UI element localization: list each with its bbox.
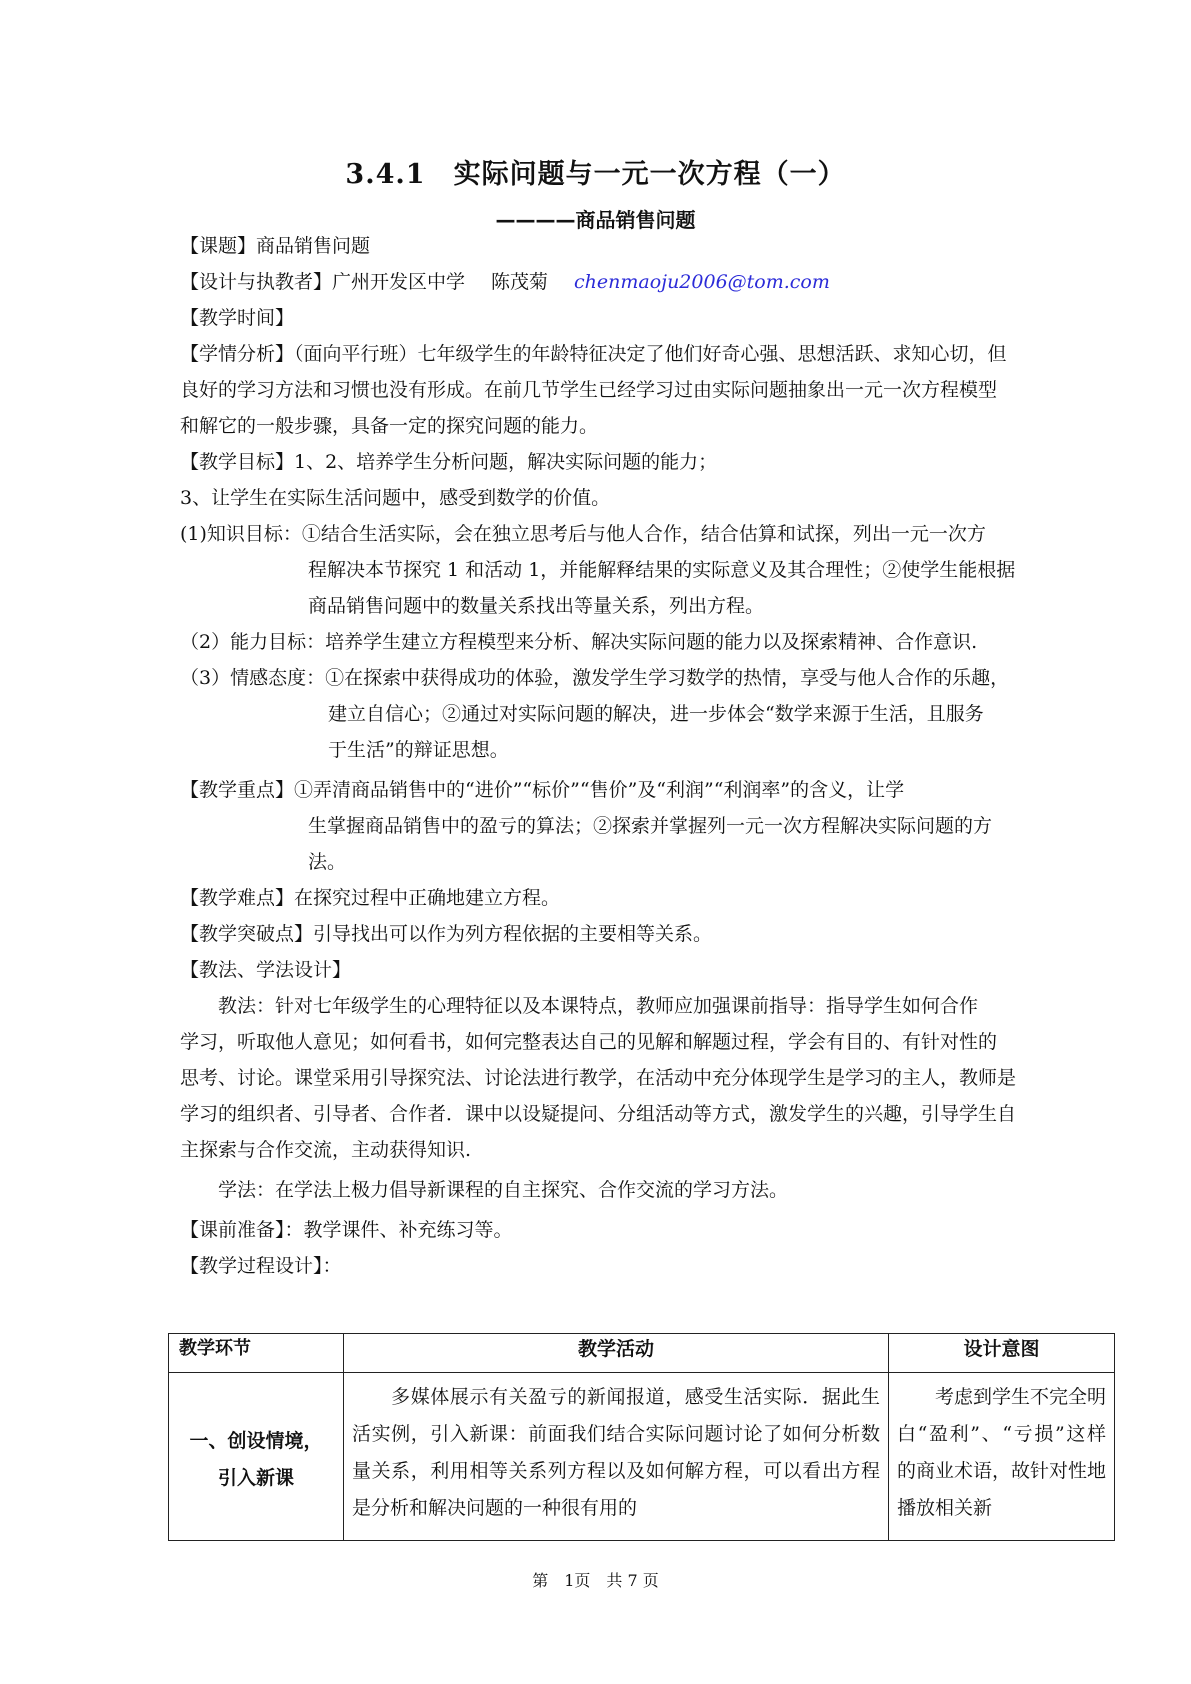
goal-line: 【教学目标】1、2、培养学生分析问题，解决实际问题的能力； xyxy=(180,451,718,473)
header-intent: 设计意图 xyxy=(889,1334,1115,1373)
author-name: 陈茂菊 xyxy=(491,271,549,293)
method-line: 主探索与合作交流，主动获得知识. xyxy=(180,1139,472,1161)
author-email[interactable]: chenmaoju2006@tom.com xyxy=(574,271,830,293)
page-title: 3.4.1 实际问题与一元一次方程（一） xyxy=(345,159,846,190)
key-point-line: 生掌握商品销售中的盈亏的算法；②探索并掌握列一元一次方程解决实际问题的方 xyxy=(308,815,993,837)
analysis-line: 【学情分析】（面向平行班）七年级学生的年龄特征决定了他们好奇心强、思想活跃、求知心切，但 xyxy=(180,343,1007,365)
key-point-line: 【教学重点】①弄清商品销售中的“进价”“标价”“售价”及“利润”“利润率”的含义，让学 xyxy=(180,779,905,801)
process-heading: 【教学过程设计】： xyxy=(180,1255,342,1277)
goal-line: （2）能力目标：培养学生建立方程模型来分析、解决实际问题的能力以及探索精神、合作意识. xyxy=(180,631,978,653)
goal-line: 商品销售问题中的数量关系找出等量关系，列出方程。 xyxy=(308,595,765,617)
stage-label-line1: 一、创设情境， xyxy=(189,1429,323,1452)
header-stage: 教学环节 xyxy=(169,1334,344,1373)
activity-cell: 多媒体展示有关盈亏的新闻报道，感受生活实际．据此生活实例，引入新课：前面我们结合实际问题讨论了如何分析数量关系，利用相等关系列方程以及如何解方程，可以看出方程是分析和解决问题的一种很有用的 xyxy=(344,1373,889,1541)
author-line xyxy=(180,264,1100,300)
process-table xyxy=(168,1333,1115,1541)
analysis-line: 和解它的一般步骤，具备一定的探究问题的能力。 xyxy=(180,415,599,437)
difficulty-line: 【教学难点】在探究过程中正确地建立方程。 xyxy=(180,887,561,909)
goal-line: (1)知识目标：①结合生活实际，会在独立思考后与他人合作，结合估算和试探，列出一元一次方 xyxy=(180,523,986,545)
author-label: 【设计与执教者】广州开发区中学 xyxy=(180,271,466,293)
stage-label-line2: 引入新课 xyxy=(217,1466,294,1489)
intent-cell: 考虑到学生不完全明白“盈利”、“亏损”这样的商业术语，故针对性地播放相关新 xyxy=(889,1373,1115,1541)
method-line: 学习的组织者、引导者、合作者．课中以设疑提问、分组活动等方式，激发学生的兴趣，引导学生自 xyxy=(180,1103,1017,1125)
method-line: 教法：针对七年级学生的心理特征以及本课特点，教师应加强课前指导：指导学生如何合作 xyxy=(218,995,979,1017)
table-row xyxy=(169,1373,1115,1541)
key-point-line: 法。 xyxy=(308,851,347,873)
goal-line: 建立自信心；②通过对实际问题的解决，进一步体会“数学来源于生活，且服务 xyxy=(328,703,984,725)
goal-line: 程解决本节探究 1 和活动 1，并能解释结果的实际意义及其合理性；②使学生能根据 xyxy=(308,559,1016,581)
header-activity: 教学活动 xyxy=(344,1334,889,1373)
goal-line: 3、让学生在实际生活问题中，感受到数学的价值。 xyxy=(180,487,611,509)
topic-line: 【课题】商品销售问题 xyxy=(180,235,371,257)
analysis-line: 良好的学习方法和习惯也没有形成。在前几节学生已经学习过由实际问题抽象出一元一次方程模型 xyxy=(180,379,998,401)
time-line: 【教学时间】 xyxy=(180,307,295,329)
page-footer: 第 1页 共 7 页 xyxy=(532,1571,659,1590)
method-line: 学法：在学法上极力倡导新课程的自主探究、合作交流的学习方法。 xyxy=(218,1179,789,1201)
stage-cell xyxy=(169,1373,344,1541)
page-subtitle: ————商品销售问题 xyxy=(495,208,696,232)
goal-line: （3）情感态度：①在探索中获得成功的体验，激发学生学习数学的热情，享受与他人合作的乐趣， xyxy=(180,667,1010,689)
breakthrough-line: 【教学突破点】引导找出可以作为列方程依据的主要相等关系。 xyxy=(180,923,713,945)
goal-line: 于生活”的辩证思想。 xyxy=(328,739,509,761)
prep-line: 【课前准备】：教学课件、补充练习等。 xyxy=(180,1219,513,1241)
method-heading: 【教法、学法设计】 xyxy=(180,959,352,981)
table-header-row xyxy=(169,1334,1115,1373)
method-line: 学习，听取他人意见；如何看书，如何完整表达自己的见解和解题过程，学会有目的、有针对性的 xyxy=(180,1031,998,1053)
method-line: 思考、讨论。课堂采用引导探究法、讨论法进行教学，在活动中充分体现学生是学习的主人，教师是 xyxy=(180,1067,1017,1089)
